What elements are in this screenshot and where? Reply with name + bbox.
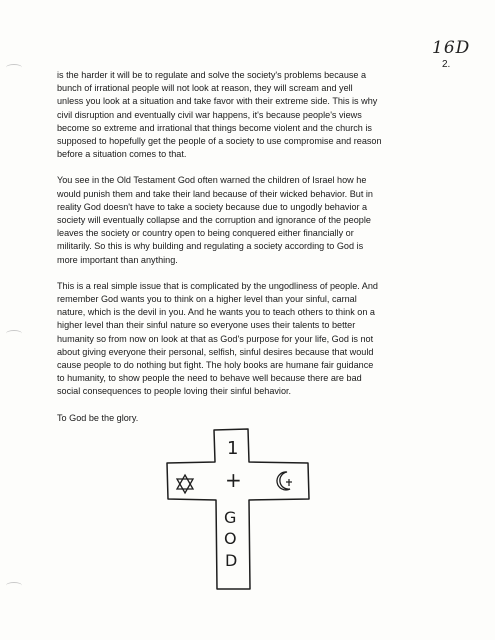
paragraph: is the harder it will be to regulate and solve the society's problems because a bunch of irrational people will not look at reason, they will scream and yell unless you look at a situation and take favor with their extreme side. This is why civil disruption and eventually civil war happens, it's because people's views become so extreme and irrational that things become violent and the church is supposed to hopefully get the people of a society to use compromise and reason before a situation comes to that. bbox=[57, 70, 382, 160]
cross-top-label: 1 bbox=[227, 438, 239, 459]
cross-letter: O bbox=[224, 529, 237, 548]
cross-drawing bbox=[165, 428, 315, 590]
paragraph: This is a real simple issue that is complicated by the ungodliness of people. And remember God wants you to think on a higher level than your sinful, carnal nature, which is the devil in you. And he wants you to teach others to think on a higher level than their sinful nature so everyone uses their talents to better humanity so from now on look at that as God's purpose for your life, God is not about giving everyone their personal, selfish, sinful desires because that would cause people to do nothing but fight. The holy books are humane fair guidance to humanity, to show people the need to behave well because there are bad social consequences to people loving their sinful behavior. bbox=[57, 280, 378, 397]
cross-center-mark: + bbox=[225, 468, 242, 492]
star-of-david-icon bbox=[177, 475, 193, 493]
cross-letter: D bbox=[225, 551, 238, 570]
crescent-icon bbox=[277, 472, 292, 490]
paragraph: You see in the Old Testament God often warned the children of Israel how he would punish them and take their land because of their wicked behavior. But in reality God doesn't have to take a society because due to ungodly behavior a society will eventually collapse and the corruption and ignorance of the people leaves the society or country open to being conquered either financially or militarily. So this is why building and regulating a society according to God is more important than anything. bbox=[57, 175, 373, 265]
page-number: 2. bbox=[442, 59, 451, 70]
cross-sketch bbox=[165, 428, 315, 590]
punch-hole-mark bbox=[6, 330, 22, 337]
punch-hole-mark bbox=[6, 64, 22, 71]
body-text bbox=[57, 69, 452, 425]
punch-hole-mark bbox=[6, 582, 22, 589]
closing-line: To God be the glory. bbox=[57, 412, 139, 423]
cross-letter: G bbox=[224, 508, 237, 527]
handwritten-page-note: 16D bbox=[432, 38, 471, 58]
